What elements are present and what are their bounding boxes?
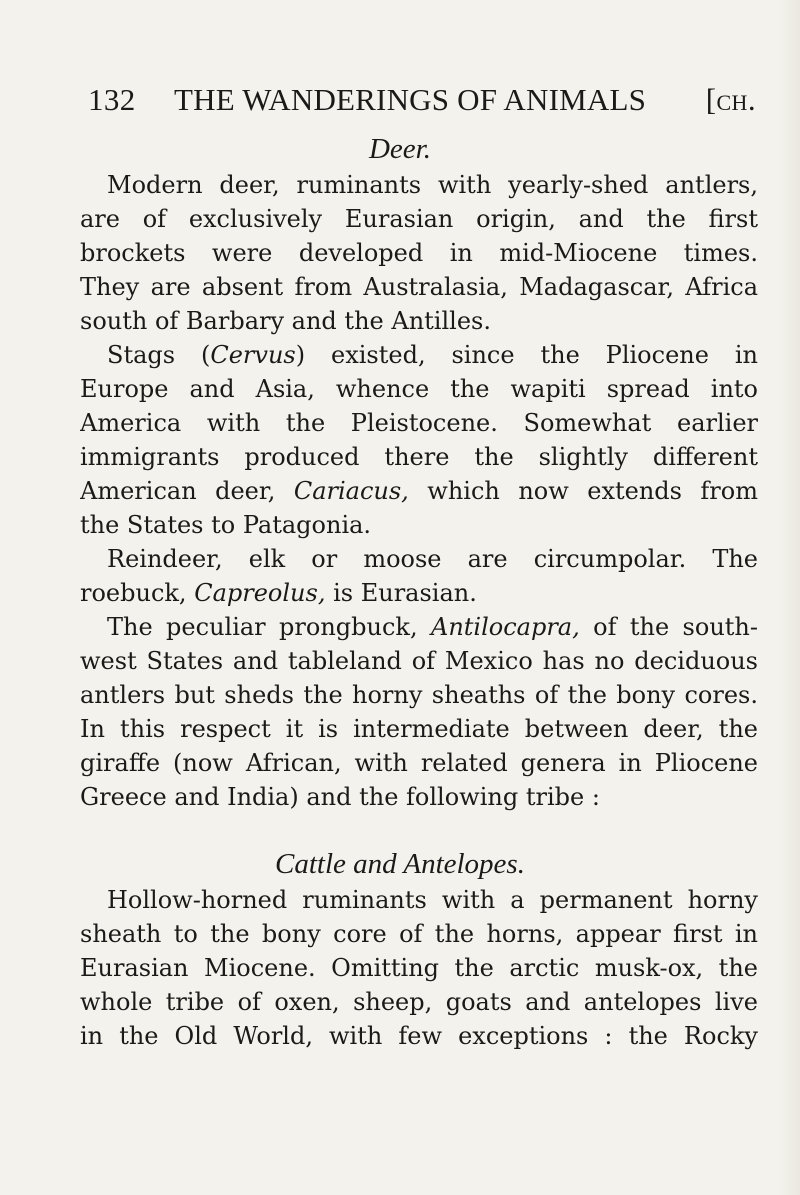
text-line: antlers but sheds the horny sheaths of the bony cores. <box>80 681 758 709</box>
book-title: THE WANDERINGS OF ANIMALS <box>174 82 647 117</box>
text-line: Reindeer, elk or moose are circumpolar. The <box>107 545 758 573</box>
text-line: America with the Pleistocene. Somewhat earlier <box>80 409 758 437</box>
text-line: immigrants produced there the slightly different <box>80 443 758 471</box>
text-run: is Eurasian. <box>333 579 477 607</box>
text-line: Modern deer, ruminants with yearly-shed antlers, <box>107 171 758 199</box>
text-line: Europe and Asia, whence the wapiti spread into <box>80 375 758 403</box>
text-line: Greece and India) and the following tribe : <box>80 783 600 811</box>
genus-name: Antilocapra, <box>430 613 580 641</box>
text-line: Eurasian Miocene. Omitting the arctic musk-ox, the <box>80 954 758 982</box>
text-line: sheath to the bony core of the horns, appear first in <box>80 920 758 948</box>
section-body-deer <box>80 168 758 814</box>
text-line: They are absent from Australasia, Madagascar, Africa <box>80 273 758 301</box>
text-line: brockets were developed in mid-Miocene times. <box>80 239 758 267</box>
text-line: west States and tableland of Mexico has no deciduous <box>80 647 758 675</box>
text-line: the States to Patagonia. <box>80 511 372 539</box>
genus-name: Capreolus, <box>194 579 326 607</box>
text-line: are of exclusively Eurasian origin, and the first <box>80 205 758 233</box>
text-line <box>80 474 758 508</box>
genus-name: Cervus <box>210 341 296 369</box>
text-line: whole tribe of oxen, sheep, goats and antelopes live <box>80 988 758 1016</box>
text-line: giraffe (now African, with related genera in Pliocene <box>80 749 758 777</box>
text-run: existed, since the Pliocene in <box>331 341 758 369</box>
section-body-cattle <box>80 883 758 1053</box>
text-run: which now extends from <box>427 477 758 505</box>
text-run: The peculiar prongbuck, <box>107 613 418 641</box>
running-head <box>88 80 756 120</box>
text-run: Stags ( <box>107 341 211 369</box>
text-run: roebuck, <box>80 579 187 607</box>
text-line: south of Barbary and the Antilles. <box>80 307 491 335</box>
text-run: ) <box>295 341 306 369</box>
text-run: American deer, <box>80 477 276 505</box>
text-line <box>80 338 758 372</box>
section-heading-deer: Deer. <box>368 133 431 165</box>
chapter-marker: [ch. <box>705 82 756 117</box>
text-run: of the south- <box>593 613 758 641</box>
genus-name: Cariacus, <box>293 477 409 505</box>
text-line: in the Old World, with few exceptions : the Rocky <box>80 1022 758 1050</box>
page-number: 132 <box>88 82 136 117</box>
text-line: Hollow-horned ruminants with a permanent horny <box>107 886 758 914</box>
text-line: In this respect it is intermediate between deer, the <box>80 715 758 743</box>
text-line <box>80 610 758 644</box>
section-heading-cattle: Cattle and Antelopes. <box>275 848 525 880</box>
text-line <box>80 576 758 610</box>
